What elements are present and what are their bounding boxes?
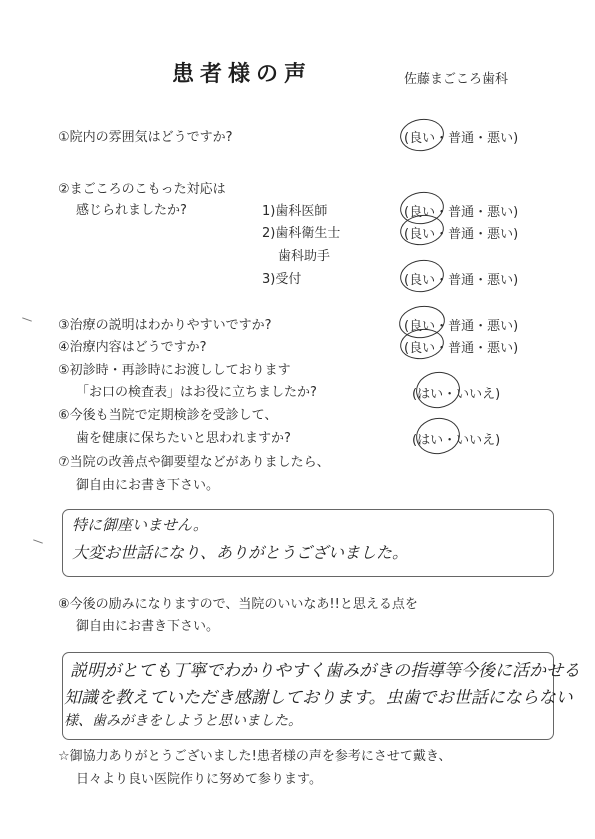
q2-reception-options: (良い・普通・悪い) bbox=[404, 273, 519, 288]
question-5-line1: ⑤初診時・再診時にお渡ししております bbox=[58, 363, 291, 378]
footer-line2: 日々より良い医院作りに努めて参ります。 bbox=[76, 772, 322, 787]
q2-reception-selected-circle bbox=[398, 257, 446, 295]
q2-item-hygienist: 2)歯科衛生士 bbox=[262, 226, 341, 241]
question-8-line2: 御自由にお書き下さい。 bbox=[76, 619, 220, 634]
q8-answer-line2: 知識を教えていただき感謝しております。虫歯でお世話にならない bbox=[64, 688, 573, 708]
margin-mark bbox=[22, 317, 32, 321]
question-5-line2: 「お口の検査表」はお役に立ちましたか? bbox=[76, 385, 317, 400]
question-2-line1: ②まごころのこもった対応は bbox=[58, 182, 226, 197]
q6-options: (はい・いいえ) bbox=[412, 433, 501, 448]
q2-item-dentist: 1)歯科医師 bbox=[262, 204, 328, 219]
q5-options: (はい・いいえ) bbox=[412, 387, 501, 402]
footer-line1: ☆御協力ありがとうございました!患者様の声を参考にさせて戴き、 bbox=[58, 749, 452, 764]
q3-options: (良い・普通・悪い) bbox=[404, 319, 519, 334]
question-6-line1: ⑥今後も当院で定期検診を受診して、 bbox=[58, 408, 278, 423]
question-8-line1: ⑧今後の励みになりますので、当院のいいなあ!!と思える点を bbox=[58, 597, 418, 612]
q8-answer-line3: 様、歯みがきをしようと思いました。 bbox=[64, 713, 302, 729]
clinic-name: 佐藤まごころ歯科 bbox=[404, 72, 509, 87]
q2-dentist-options: (良い・普通・悪い) bbox=[404, 205, 519, 220]
page-title: 患者様の声 bbox=[172, 62, 313, 87]
question-7-line1: ⑦当院の改善点や御要望などがありましたら、 bbox=[58, 455, 330, 470]
margin-mark-2 bbox=[33, 539, 43, 543]
q8-answer-line1: 説明がとても丁寧でわかりやすく歯みがきの指導等今後に活かせる bbox=[70, 661, 580, 681]
q1-options: (良い・普通・悪い) bbox=[404, 131, 519, 146]
q2-item-reception: 3)受付 bbox=[262, 272, 302, 287]
question-1: ①院内の雰囲気はどうですか? bbox=[58, 130, 233, 145]
q6-selected-circle bbox=[414, 415, 463, 457]
question-7-line2: 御自由にお書き下さい。 bbox=[76, 478, 220, 493]
q5-selected-circle bbox=[414, 369, 463, 411]
question-6-line2: 歯を健康に保ちたいと思われますか? bbox=[76, 431, 291, 446]
q7-answer-line2: 大変お世話になり、ありがとうございました。 bbox=[72, 543, 409, 562]
q2-item-assistant: 歯科助手 bbox=[278, 249, 331, 264]
question-4: ④治療内容はどうですか? bbox=[58, 340, 207, 355]
q4-options: (良い・普通・悪い) bbox=[404, 341, 519, 356]
q2-hygienist-options: (良い・普通・悪い) bbox=[404, 227, 519, 242]
question-3: ③治療の説明はわかりやすいですか? bbox=[58, 318, 272, 333]
q7-answer-line1: 特に御座いません。 bbox=[72, 516, 208, 534]
q1-selected-circle bbox=[398, 116, 446, 154]
question-2-line2: 感じられましたか? bbox=[76, 203, 187, 218]
